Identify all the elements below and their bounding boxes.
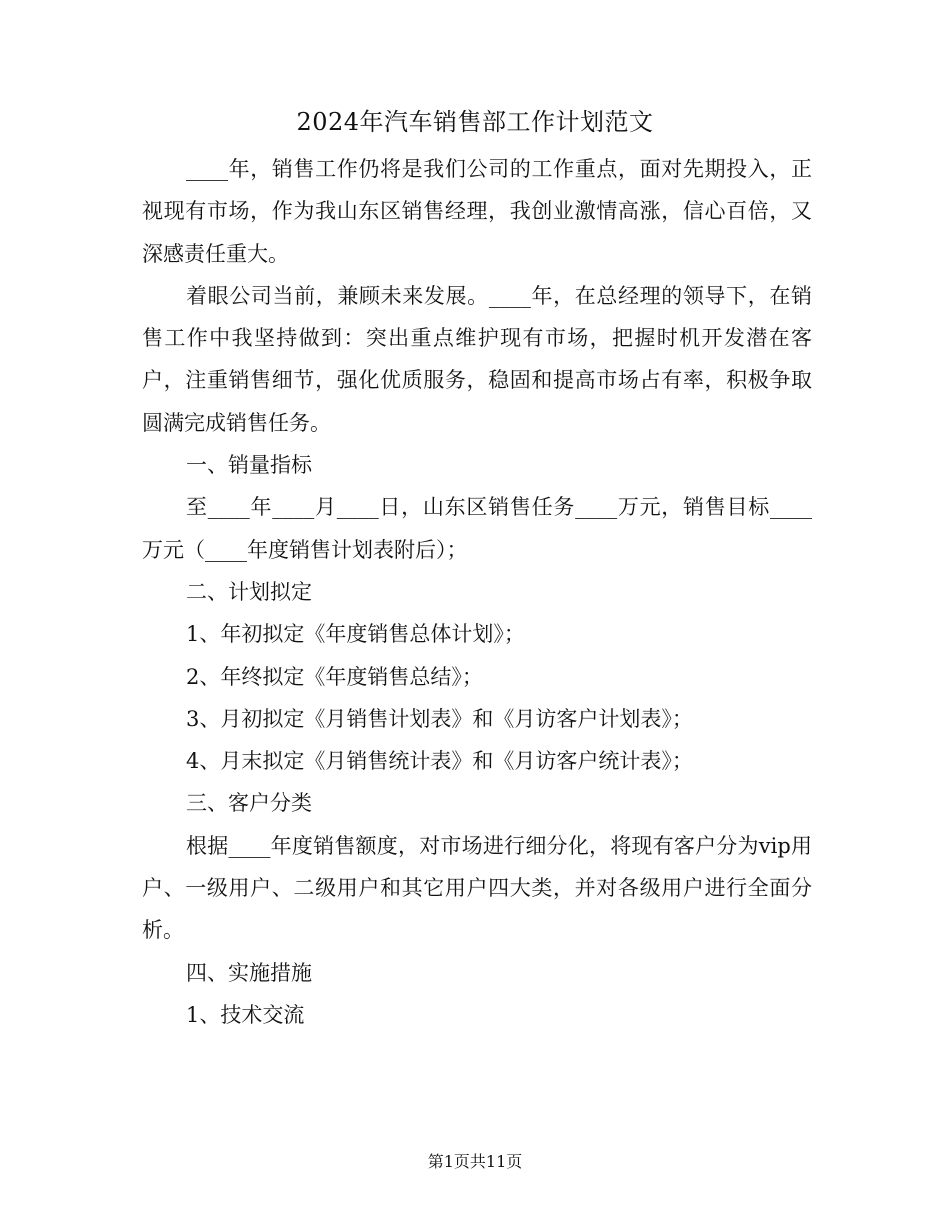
sales-targets-paragraph: 至____年____月____日，山东区销售任务____万元，销售目标____万元（____年度销售计划表附后）；: [142, 495, 812, 562]
intro-paragraph: ____年，销售工作仍将是我们公司的工作重点，面对先期投入，正视现有市场，作为我山东区销售经理，我创业激情高涨，信心百倍，又深感责任重大。: [142, 157, 812, 266]
subheading-technical-exchange: 1、技术交流: [186, 1002, 305, 1027]
section-heading-plan-drafting: 二、计划拟定: [186, 579, 312, 604]
section-heading-implementation: 四、实施措施: [186, 960, 312, 985]
plan-item: 1、年初拟定《年度销售总体计划》；: [186, 622, 525, 647]
customer-classification-paragraph: 根据____年度销售额度，对市场进行细分化，将现有客户分为vip用户、一级用户、二级用户和其它用户四大类，并对各级用户进行全面分析。: [142, 833, 812, 943]
plan-item: 4、月末拟定《月销售统计表》和《月访客户统计表》；: [186, 749, 693, 774]
document-title: 2024年汽车销售部工作计划范文: [296, 108, 654, 136]
document-body: [142, 148, 812, 1036]
section-heading-customer-classification: 三、客户分类: [186, 791, 312, 816]
plan-item: 3、月初拟定《月销售计划表》和《月访客户计划表》；: [186, 706, 693, 731]
page-number-footer: 第1页共11页: [427, 1152, 523, 1171]
section-heading-sales-targets: 一、销量指标: [186, 453, 312, 478]
plan-item: 2、年终拟定《年度销售总结》；: [186, 664, 483, 689]
focus-paragraph: 着眼公司当前，兼顾未来发展。____年，在总经理的领导下，在销售工作中我坚持做到：突出重点维护现有市场，把握时机开发潜在客户，注重销售细节，强化优质服务，稳固和提高市场占有率，积极争取圆满完成销售任务。: [142, 283, 812, 435]
